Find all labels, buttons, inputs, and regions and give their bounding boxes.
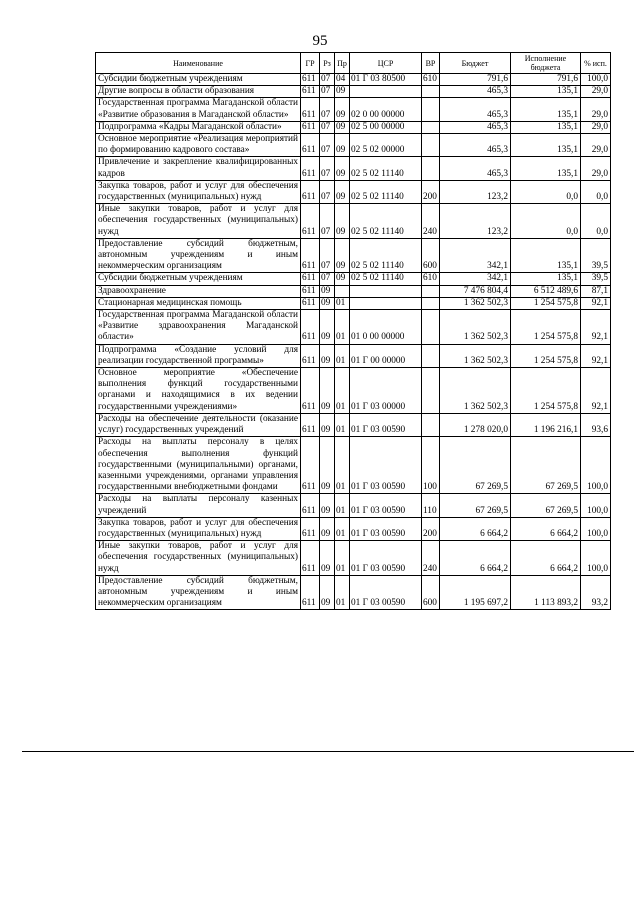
cell-execution: 67 269,5 xyxy=(511,494,581,517)
cell-name: Расходы на выплаты персоналу казенных учреждений xyxy=(96,494,301,517)
cell-budget: 342,1 xyxy=(440,273,511,285)
cell-rz: 07 xyxy=(320,86,335,98)
cell-rz: 09 xyxy=(320,437,335,494)
cell-percent: 92,1 xyxy=(581,344,611,367)
budget-table xyxy=(95,52,611,610)
cell-gr: 611 xyxy=(301,134,320,157)
cell-rz: 09 xyxy=(320,517,335,540)
cell-rz: 07 xyxy=(320,180,335,203)
cell-pr: 01 xyxy=(335,575,350,610)
cell-vr xyxy=(422,121,440,133)
cell-name: Предоставление субсидий бюджетным, автономным учреждениям и иным некоммерческим организациям xyxy=(96,238,301,273)
cell-percent: 100,0 xyxy=(581,541,611,576)
cell-rz: 07 xyxy=(320,98,335,121)
cell-csr: 02 5 02 11140 xyxy=(350,273,422,285)
cell-pr: 01 xyxy=(335,437,350,494)
cell-gr: 611 xyxy=(301,413,320,436)
cell-gr: 611 xyxy=(301,437,320,494)
cell-rz: 09 xyxy=(320,310,335,345)
cell-vr xyxy=(422,98,440,121)
cell-gr: 611 xyxy=(301,238,320,273)
cell-pr: 01 xyxy=(335,494,350,517)
cell-name: Стационарная медицинская помощь xyxy=(96,297,301,309)
cell-pr: 01 xyxy=(335,310,350,345)
cell-budget: 1 362 502,3 xyxy=(440,310,511,345)
cell-execution: 0,0 xyxy=(511,180,581,203)
cell-csr xyxy=(350,285,422,297)
cell-pr: 01 xyxy=(335,413,350,436)
cell-csr: 01 Г 00 00000 xyxy=(350,344,422,367)
cell-gr: 611 xyxy=(301,368,320,414)
cell-budget: 6 664,2 xyxy=(440,517,511,540)
cell-execution: 135,1 xyxy=(511,121,581,133)
cell-budget: 67 269,5 xyxy=(440,437,511,494)
cell-name: Расходы на обеспечение деятельности (оказание услуг) государственных учреждений xyxy=(96,413,301,436)
table-row xyxy=(96,310,611,345)
cell-budget: 342,1 xyxy=(440,238,511,273)
table-row xyxy=(96,297,611,309)
cell-percent: 0,0 xyxy=(581,180,611,203)
cell-pr: 09 xyxy=(335,86,350,98)
cell-csr xyxy=(350,297,422,309)
table-row xyxy=(96,413,611,436)
table-row xyxy=(96,494,611,517)
cell-gr: 611 xyxy=(301,157,320,180)
cell-vr: 240 xyxy=(422,541,440,576)
cell-name: Закупка товаров, работ и услуг для обеспечения государственных (муниципальных) нужд xyxy=(96,180,301,203)
cell-name: Субсидии бюджетным учреждениям xyxy=(96,273,301,285)
cell-execution: 135,1 xyxy=(511,273,581,285)
header-rz: Рз xyxy=(320,53,335,74)
cell-execution: 6 512 489,6 xyxy=(511,285,581,297)
cell-percent: 92,1 xyxy=(581,297,611,309)
cell-csr: 02 5 00 00000 xyxy=(350,121,422,133)
cell-execution: 135,1 xyxy=(511,134,581,157)
cell-budget: 465,3 xyxy=(440,121,511,133)
table-body xyxy=(96,74,611,610)
cell-execution: 135,1 xyxy=(511,238,581,273)
cell-rz: 09 xyxy=(320,285,335,297)
cell-gr: 611 xyxy=(301,180,320,203)
cell-gr: 611 xyxy=(301,204,320,239)
cell-percent: 29,0 xyxy=(581,86,611,98)
cell-gr: 611 xyxy=(301,86,320,98)
cell-percent: 87,1 xyxy=(581,285,611,297)
table-row xyxy=(96,86,611,98)
header-name: Наименование xyxy=(96,53,301,74)
cell-csr: 02 5 02 00000 xyxy=(350,134,422,157)
cell-csr: 02 5 02 11140 xyxy=(350,204,422,239)
cell-vr: 240 xyxy=(422,204,440,239)
cell-name: Подпрограмма «Кадры Магаданской области» xyxy=(96,121,301,133)
cell-csr: 01 Г 03 00590 xyxy=(350,541,422,576)
cell-csr: 01 Г 03 00000 xyxy=(350,368,422,414)
cell-csr: 01 Г 03 00590 xyxy=(350,494,422,517)
cell-rz: 09 xyxy=(320,494,335,517)
cell-execution: 791,6 xyxy=(511,74,581,86)
header-pr: Пр xyxy=(335,53,350,74)
cell-name: Иные закупки товаров, работ и услуг для обеспечения государственных (муниципальных) нужд xyxy=(96,204,301,239)
cell-vr xyxy=(422,86,440,98)
cell-vr: 600 xyxy=(422,238,440,273)
cell-budget: 465,3 xyxy=(440,98,511,121)
cell-rz: 09 xyxy=(320,297,335,309)
cell-csr: 01 Г 03 00590 xyxy=(350,413,422,436)
cell-execution: 135,1 xyxy=(511,86,581,98)
cell-vr xyxy=(422,134,440,157)
table-row xyxy=(96,180,611,203)
table-row xyxy=(96,273,611,285)
cell-budget: 123,2 xyxy=(440,180,511,203)
cell-budget: 791,6 xyxy=(440,74,511,86)
cell-execution: 0,0 xyxy=(511,204,581,239)
cell-csr: 01 0 00 00000 xyxy=(350,310,422,345)
cell-percent: 100,0 xyxy=(581,437,611,494)
table-row xyxy=(96,98,611,121)
cell-gr: 611 xyxy=(301,74,320,86)
cell-percent: 93,2 xyxy=(581,575,611,610)
cell-percent: 29,0 xyxy=(581,157,611,180)
cell-vr xyxy=(422,297,440,309)
cell-vr xyxy=(422,413,440,436)
table-row xyxy=(96,344,611,367)
header-vr: ВР xyxy=(422,53,440,74)
header-percent: % исп. xyxy=(581,53,611,74)
table-row xyxy=(96,517,611,540)
cell-gr: 611 xyxy=(301,297,320,309)
cell-percent: 39,5 xyxy=(581,273,611,285)
cell-budget: 1 195 697,2 xyxy=(440,575,511,610)
table-row xyxy=(96,204,611,239)
cell-gr: 611 xyxy=(301,517,320,540)
cell-csr: 01 Г 03 00590 xyxy=(350,575,422,610)
cell-gr: 611 xyxy=(301,344,320,367)
cell-percent: 92,1 xyxy=(581,310,611,345)
cell-budget: 1 362 502,3 xyxy=(440,368,511,414)
cell-execution: 1 196 216,1 xyxy=(511,413,581,436)
cell-vr: 110 xyxy=(422,494,440,517)
cell-rz: 09 xyxy=(320,541,335,576)
cell-name: Закупка товаров, работ и услуг для обеспечения государственных (муниципальных) нужд xyxy=(96,517,301,540)
cell-pr: 09 xyxy=(335,180,350,203)
cell-gr: 611 xyxy=(301,121,320,133)
cell-gr: 611 xyxy=(301,285,320,297)
cell-percent: 39,5 xyxy=(581,238,611,273)
cell-vr xyxy=(422,310,440,345)
cell-name: Привлечение и закрепление квалифицированных кадров xyxy=(96,157,301,180)
cell-name: Иные закупки товаров, работ и услуг для обеспечения государственных (муниципальных) нужд xyxy=(96,541,301,576)
cell-budget: 1 278 020,0 xyxy=(440,413,511,436)
cell-name: Другие вопросы в области образования xyxy=(96,86,301,98)
cell-vr: 600 xyxy=(422,575,440,610)
cell-gr: 611 xyxy=(301,494,320,517)
cell-rz: 07 xyxy=(320,121,335,133)
cell-budget: 1 362 502,3 xyxy=(440,297,511,309)
cell-rz: 07 xyxy=(320,204,335,239)
cell-csr: 02 5 02 11140 xyxy=(350,157,422,180)
cell-pr xyxy=(335,285,350,297)
page-number: 95 xyxy=(312,33,328,49)
cell-execution: 1 113 893,2 xyxy=(511,575,581,610)
cell-rz: 09 xyxy=(320,413,335,436)
cell-rz: 07 xyxy=(320,74,335,86)
cell-budget: 7 476 804,4 xyxy=(440,285,511,297)
table-row xyxy=(96,121,611,133)
cell-pr: 09 xyxy=(335,157,350,180)
cell-gr: 611 xyxy=(301,273,320,285)
header-budget: Бюджет xyxy=(440,53,511,74)
cell-pr: 09 xyxy=(335,121,350,133)
cell-pr: 01 xyxy=(335,541,350,576)
cell-budget: 465,3 xyxy=(440,86,511,98)
cell-percent: 100,0 xyxy=(581,494,611,517)
cell-name: Подпрограмма «Создание условий для реализации государственной программы» xyxy=(96,344,301,367)
cell-gr: 611 xyxy=(301,98,320,121)
cell-csr: 01 Г 03 80500 xyxy=(350,74,422,86)
cell-vr: 610 xyxy=(422,74,440,86)
cell-vr: 100 xyxy=(422,437,440,494)
cell-name: Основное мероприятие «Реализация мероприятий по формированию кадрового состава» xyxy=(96,134,301,157)
cell-csr: 01 Г 03 00590 xyxy=(350,517,422,540)
cell-percent: 29,0 xyxy=(581,121,611,133)
cell-pr: 09 xyxy=(335,204,350,239)
cell-csr xyxy=(350,86,422,98)
cell-pr: 09 xyxy=(335,273,350,285)
cell-name: Государственная программа Магаданской области «Развитие здравоохранения Магаданской области» xyxy=(96,310,301,345)
cell-execution: 1 254 575,8 xyxy=(511,344,581,367)
table-row xyxy=(96,437,611,494)
table-row xyxy=(96,157,611,180)
cell-vr: 200 xyxy=(422,180,440,203)
cell-rz: 07 xyxy=(320,157,335,180)
cell-name: Субсидии бюджетным учреждениям xyxy=(96,74,301,86)
cell-budget: 1 362 502,3 xyxy=(440,344,511,367)
cell-budget: 67 269,5 xyxy=(440,494,511,517)
table-row xyxy=(96,238,611,273)
table-header-row xyxy=(96,53,611,74)
header-csr: ЦСР xyxy=(350,53,422,74)
cell-budget: 123,2 xyxy=(440,204,511,239)
cell-execution: 67 269,5 xyxy=(511,437,581,494)
header-gr: ГР xyxy=(301,53,320,74)
table-row xyxy=(96,134,611,157)
table-row xyxy=(96,285,611,297)
cell-csr: 01 Г 03 00590 xyxy=(350,437,422,494)
cell-percent: 0,0 xyxy=(581,204,611,239)
footer-divider xyxy=(22,751,634,752)
cell-pr: 09 xyxy=(335,134,350,157)
table-row xyxy=(96,575,611,610)
cell-name: Расходы на выплаты персоналу в целях обеспечения выполнения функций государственными (муниципальными) органами, казенными учреждениями, органами управления государственными внебюджетными фондами xyxy=(96,437,301,494)
cell-pr: 01 xyxy=(335,517,350,540)
cell-execution: 6 664,2 xyxy=(511,517,581,540)
cell-gr: 611 xyxy=(301,310,320,345)
cell-pr: 09 xyxy=(335,238,350,273)
cell-percent: 100,0 xyxy=(581,74,611,86)
cell-rz: 07 xyxy=(320,134,335,157)
cell-execution: 1 254 575,8 xyxy=(511,368,581,414)
cell-name: Государственная программа Магаданской области «Развитие образования в Магаданской области» xyxy=(96,98,301,121)
cell-execution: 135,1 xyxy=(511,157,581,180)
cell-vr xyxy=(422,368,440,414)
cell-budget: 465,3 xyxy=(440,134,511,157)
cell-budget: 465,3 xyxy=(440,157,511,180)
cell-pr: 01 xyxy=(335,344,350,367)
cell-pr: 04 xyxy=(335,74,350,86)
cell-name: Здравоохранение xyxy=(96,285,301,297)
cell-rz: 09 xyxy=(320,344,335,367)
table-row xyxy=(96,74,611,86)
cell-execution: 1 254 575,8 xyxy=(511,297,581,309)
cell-percent: 93,6 xyxy=(581,413,611,436)
table-row xyxy=(96,541,611,576)
cell-rz: 07 xyxy=(320,273,335,285)
cell-name: Предоставление субсидий бюджетным, автономным учреждениям и иным некоммерческим организациям xyxy=(96,575,301,610)
table-row xyxy=(96,368,611,414)
cell-percent: 100,0 xyxy=(581,517,611,540)
cell-vr xyxy=(422,344,440,367)
cell-vr: 610 xyxy=(422,273,440,285)
cell-percent: 92,1 xyxy=(581,368,611,414)
cell-rz: 07 xyxy=(320,238,335,273)
cell-pr: 01 xyxy=(335,368,350,414)
cell-percent: 29,0 xyxy=(581,134,611,157)
cell-pr: 01 xyxy=(335,297,350,309)
cell-gr: 611 xyxy=(301,541,320,576)
cell-rz: 09 xyxy=(320,368,335,414)
cell-vr: 200 xyxy=(422,517,440,540)
cell-name: Основное мероприятие «Обеспечение выполнения функций государственными органами и находящимися в их ведении государственными учреждениями» xyxy=(96,368,301,414)
cell-rz: 09 xyxy=(320,575,335,610)
cell-execution: 1 254 575,8 xyxy=(511,310,581,345)
cell-percent: 29,0 xyxy=(581,98,611,121)
cell-vr xyxy=(422,157,440,180)
cell-execution: 6 664,2 xyxy=(511,541,581,576)
header-execution: Исполнение бюджета xyxy=(511,53,581,74)
cell-csr: 02 5 02 11140 xyxy=(350,238,422,273)
cell-csr: 02 5 02 11140 xyxy=(350,180,422,203)
cell-budget: 6 664,2 xyxy=(440,541,511,576)
cell-vr xyxy=(422,285,440,297)
cell-pr: 09 xyxy=(335,98,350,121)
cell-csr: 02 0 00 00000 xyxy=(350,98,422,121)
cell-execution: 135,1 xyxy=(511,98,581,121)
cell-gr: 611 xyxy=(301,575,320,610)
